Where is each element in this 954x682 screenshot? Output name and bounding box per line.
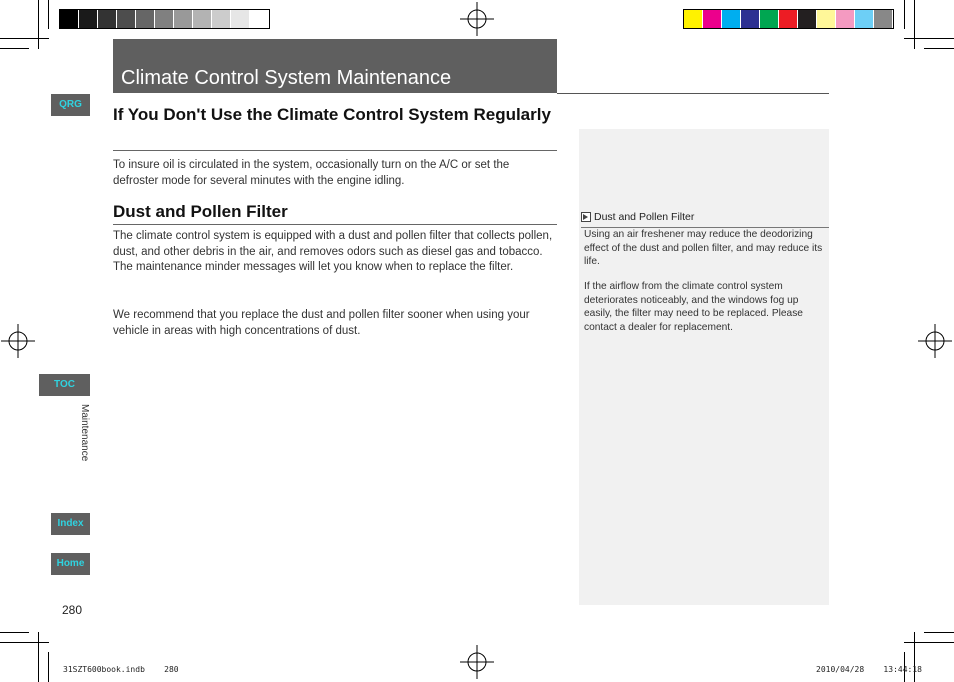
- qrg-button[interactable]: QRG: [51, 94, 90, 116]
- color-swatch: [779, 10, 797, 28]
- page-title: Climate Control System Maintenance: [121, 67, 452, 89]
- color-swatch: [136, 10, 154, 28]
- footer-file-info: 31SZT600book.indb 280: [63, 665, 179, 674]
- paragraph-climate: To insure oil is circulated in the system, occasionally turn on the A/C or set the defroster mode for several minutes with the engine idling.: [113, 159, 510, 187]
- color-swatch: [684, 10, 702, 28]
- toc-button[interactable]: TOC: [39, 374, 90, 396]
- section-rule-filter: [113, 224, 557, 225]
- registration-mark-left: [1, 324, 35, 358]
- section-label: Maintenance: [79, 404, 90, 462]
- color-swatch: [703, 10, 721, 28]
- section-heading-climate: If You Don't Use the Climate Control System Regularly: [113, 105, 551, 124]
- color-swatch: [817, 10, 835, 28]
- paragraph-filter-1: The climate control system is equipped with a dust and pollen filter that collects pollen, dust, and other debris in the air, and removes odors such as diesel gas and tobacco. The maintenance minder messages will let you know when to replace the filter.: [113, 230, 553, 274]
- section-heading-filter: Dust and Pollen Filter: [113, 202, 288, 221]
- paragraph-filter-2: We recommend that you replace the dust and pollen filter sooner when using your vehicle in areas with high concentrations of dust.: [113, 309, 530, 337]
- color-swatch: [722, 10, 740, 28]
- color-swatch: [60, 10, 78, 28]
- color-swatch: [760, 10, 778, 28]
- color-swatch: [155, 10, 173, 28]
- color-swatch: [855, 10, 873, 28]
- reference-arrow-icon: [581, 212, 591, 222]
- color-swatch: [874, 10, 892, 28]
- registration-mark-bottom: [460, 645, 494, 679]
- footer-timestamp: 2010/04/28 13:44:18: [816, 665, 922, 674]
- color-swatch: [231, 10, 249, 28]
- sidebar-note-panel: [579, 129, 829, 605]
- color-swatch: [174, 10, 192, 28]
- sidebar-note-paragraph-1: Using an air freshener may reduce the deodorizing effect of the dust and pollen filter, and may reduce its life.: [584, 229, 823, 267]
- sidebar-note-heading-text: Dust and Pollen Filter: [594, 211, 695, 223]
- sidebar-note-paragraph-2: If the airflow from the climate control system deteriorates noticeably, and the windows fog up easily, the filter may need to be replaced. Please contact a dealer for replacement.: [584, 281, 803, 333]
- sidebar-note-heading[interactable]: [581, 211, 827, 223]
- page-title-bar: [113, 39, 557, 93]
- color-swatch: [250, 10, 268, 28]
- color-swatch: [193, 10, 211, 28]
- color-swatch: [798, 10, 816, 28]
- color-swatch: [212, 10, 230, 28]
- color-swatch: [98, 10, 116, 28]
- index-button[interactable]: Index: [51, 513, 90, 535]
- home-button[interactable]: Home: [51, 553, 90, 575]
- title-rule: [557, 93, 829, 94]
- color-swatch: [836, 10, 854, 28]
- registration-mark-top: [460, 2, 494, 36]
- color-swatch: [117, 10, 135, 28]
- color-swatch: [79, 10, 97, 28]
- section-rule-climate: [113, 150, 557, 151]
- registration-mark-right: [918, 324, 952, 358]
- color-swatch: [741, 10, 759, 28]
- page-number: 280: [62, 603, 83, 617]
